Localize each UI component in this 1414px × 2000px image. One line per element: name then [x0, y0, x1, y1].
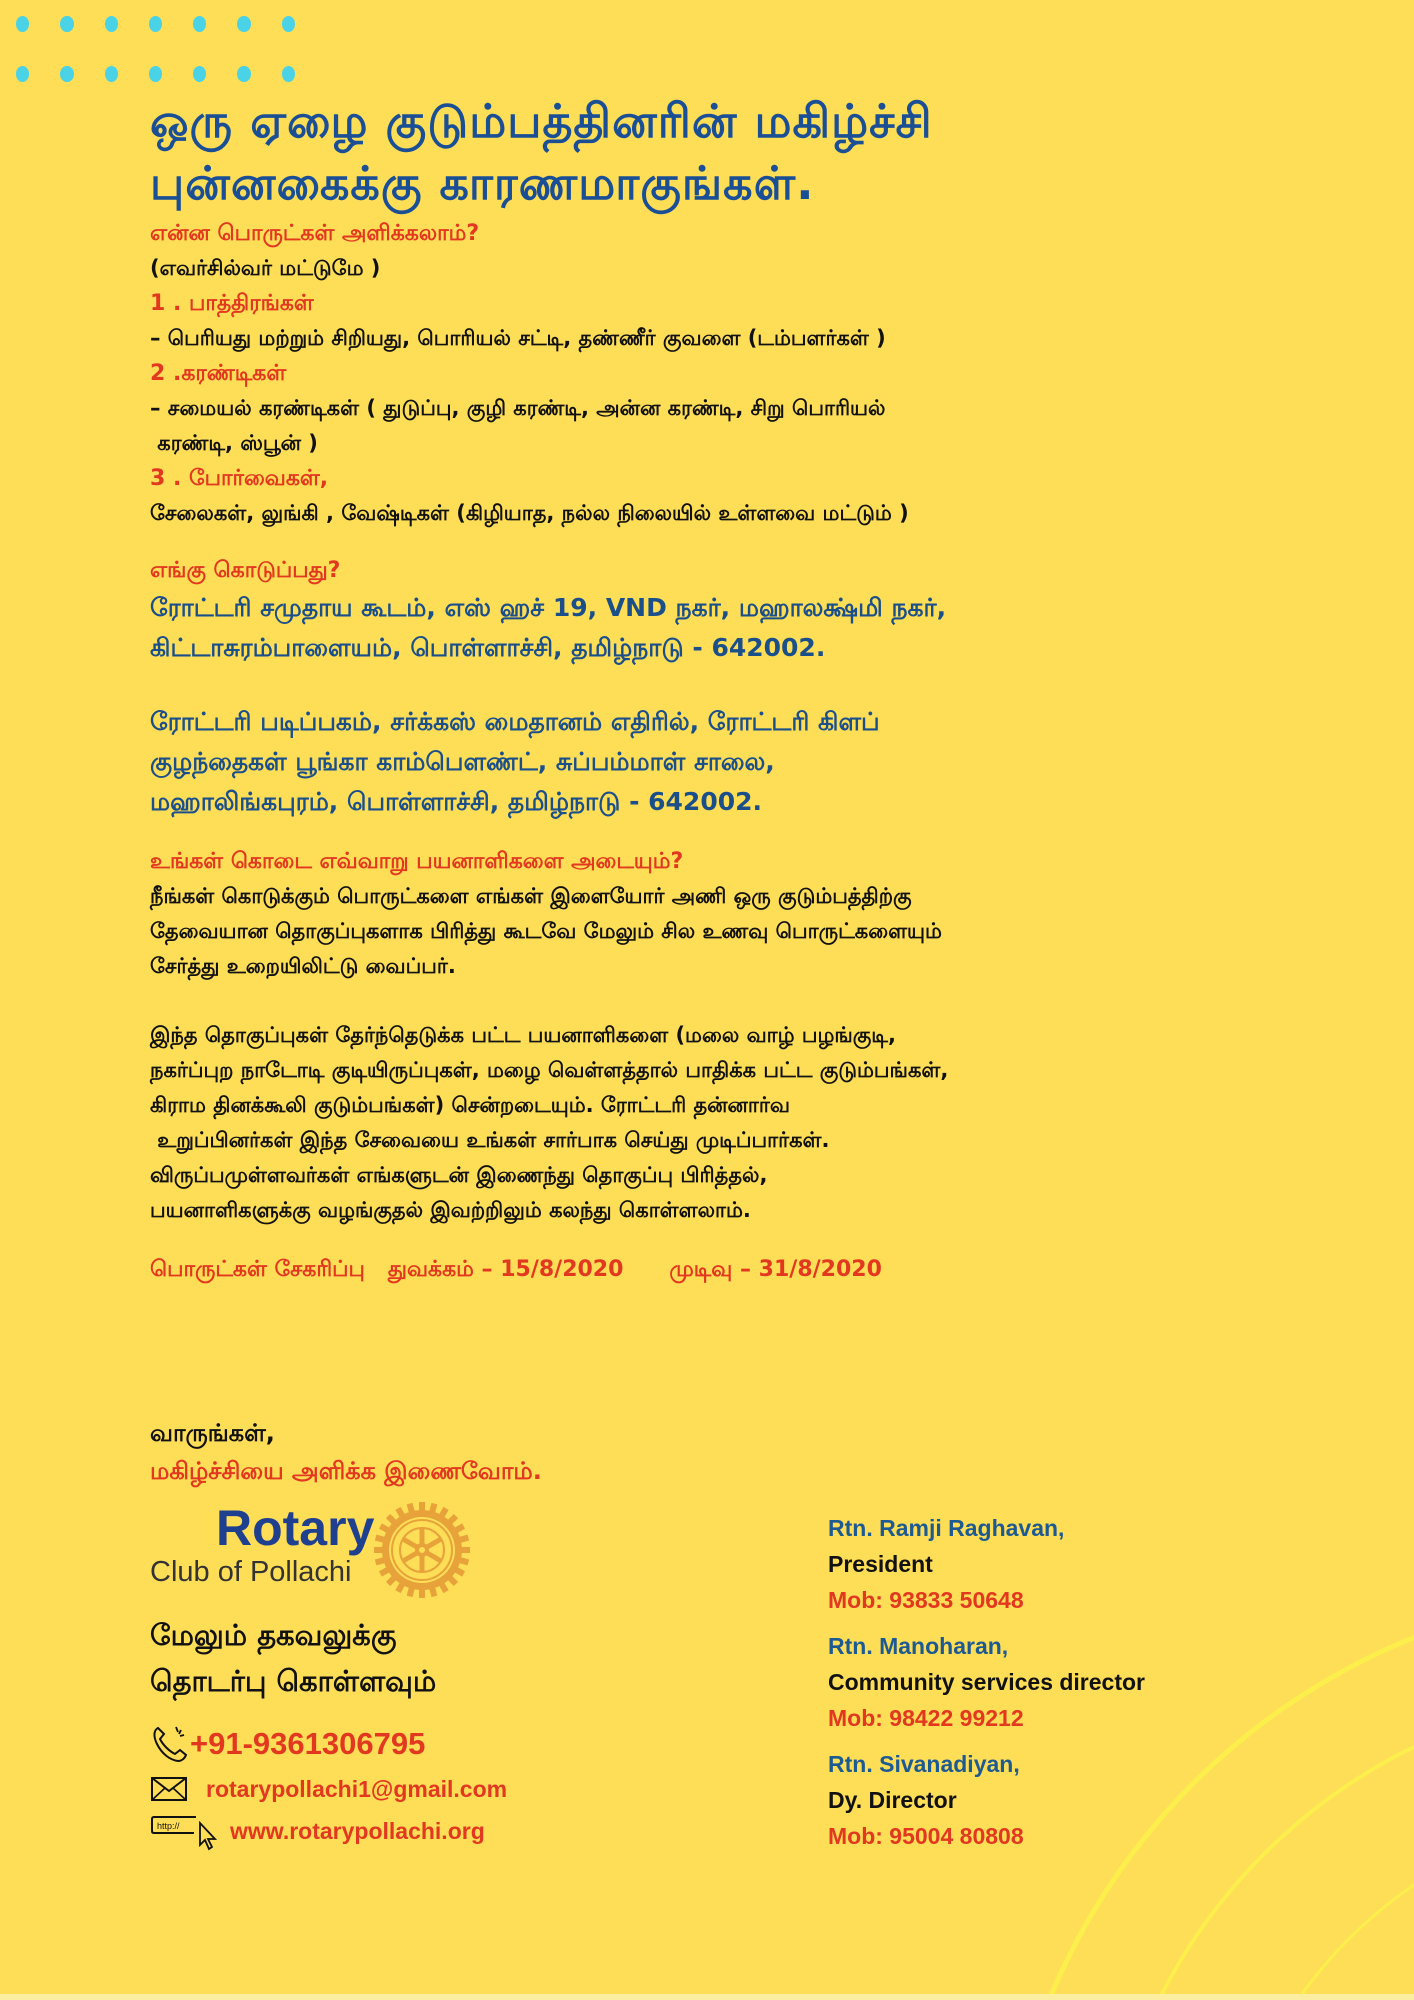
officer-name: Rtn. Sivanadiyan, — [828, 1751, 1020, 1777]
officer-mobile[interactable]: Mob: 95004 80808 — [828, 1823, 1024, 1849]
item-detail-ladles: – சமையல் கரண்டிகள் ( துடுப்பு, குழி கரண்டி, அன்ன கரண்டி, சிறு பொரியல் — [150, 396, 886, 420]
logo-subtitle: Club of Pollachi — [150, 1556, 352, 1588]
dot-icon — [282, 66, 295, 82]
officer-name: Rtn. Manoharan, — [828, 1633, 1009, 1659]
dot-icon — [149, 16, 162, 32]
dot-icon — [60, 16, 73, 32]
what-to-give-heading: என்ன பொருட்கள் அளிக்கலாம்? — [150, 221, 480, 246]
dot-icon — [282, 16, 295, 32]
spacer — [150, 531, 1330, 553]
dot-icon — [60, 66, 73, 82]
email-link[interactable]: rotarypollachi1@gmail.com — [206, 1775, 508, 1802]
dot-icon — [237, 16, 250, 32]
officer-role: Community services director — [828, 1669, 1146, 1695]
address-line: குழந்தைகள் பூங்கா காம்பௌண்ட், சுப்பம்மாள் சாலை, — [150, 747, 775, 776]
phone-icon — [150, 1724, 190, 1764]
spacer — [150, 668, 1330, 702]
officer-name: Rtn. Ramji Raghavan, — [828, 1515, 1065, 1541]
item-detail-vessels: – பெரியது மற்றும் சிறியது, பொரியல் சட்டி, தண்ணீர் குவளை (டம்பளர்கள் ) — [150, 326, 886, 350]
more-info-heading — [150, 1612, 436, 1704]
officer-role: President — [828, 1551, 933, 1577]
spacer — [150, 984, 1330, 1018]
rotary-logo — [150, 1500, 480, 1600]
spacer — [150, 1228, 1330, 1250]
where-to-give-section — [150, 553, 1330, 822]
steel-only-note: (எவர்சில்வர் மட்டுமே ) — [150, 256, 381, 280]
item-label-ladles: 2 .கரண்டிகள் — [150, 361, 287, 386]
where-to-give-heading: எங்கு கொடுப்பது? — [150, 558, 341, 583]
paragraph-line: பயனாளிகளுக்கு வழங்குதல் இவற்றிலும் கலந்து கொள்ளலாம். — [150, 1198, 751, 1222]
dot-icon — [193, 66, 206, 82]
email-icon — [150, 1775, 190, 1803]
item-label-blankets: 3 . போர்வைகள், — [150, 466, 329, 491]
flyer-content — [150, 90, 1330, 1290]
closing-block — [150, 1414, 542, 1490]
closing-greeting: வாருங்கள், — [150, 1419, 275, 1447]
officer-mobile[interactable]: Mob: 93833 50648 — [828, 1587, 1024, 1613]
paragraph-line: கிராம தினக்கூலி குடும்பங்கள்) சென்றடையும். ரோட்டரி தன்னார்வ — [150, 1093, 790, 1117]
how-it-reaches-heading: உங்கள் கொடை எவ்வாறு பயனாளிகளை அடையும்? — [150, 849, 684, 874]
officer-mobile[interactable]: Mob: 98422 99212 — [828, 1705, 1024, 1731]
item-label-vessels: 1 . பாத்திரங்கள் — [150, 291, 314, 316]
dot-icon — [16, 16, 29, 32]
website-row — [150, 1812, 507, 1850]
officer-role: Dy. Director — [828, 1787, 957, 1813]
dot-icon — [193, 16, 206, 32]
item-detail-blankets: சேலைகள், லுங்கி , வேஷ்டிகள் (கிழியாத, நல்ல நிலையில் உள்ளவை மட்டும் ) — [150, 501, 909, 525]
paragraph-line: நீங்கள் கொடுக்கும் பொருட்களை எங்கள் இளையோர் அணி ஒரு குடும்பத்திற்கு — [150, 884, 912, 908]
more-info-line-2: தொடர்பு கொள்ளவும் — [150, 1664, 437, 1698]
page-title — [150, 90, 1330, 214]
address-line: ரோட்டரி சமுதாய கூடம், எஸ் ஹச் 19, VND நகர், மஹாலக்ஷ்மி நகர், — [150, 593, 947, 622]
rotary-wheel-icon — [372, 1500, 472, 1600]
title-line-1: ஒரு ஏழை குடும்பத்தினரின் மகிழ்ச்சி — [150, 94, 933, 148]
dot-icon — [149, 66, 162, 82]
more-info-line-1: மேலும் தகவலுக்கு — [150, 1618, 397, 1652]
web-link-icon — [150, 1811, 220, 1851]
dot-icon — [16, 66, 29, 82]
how-it-reaches-section — [150, 844, 1330, 1228]
website-link[interactable]: www.rotarypollachi.org — [230, 1817, 485, 1844]
what-to-give-section — [150, 216, 1330, 531]
paragraph-line: உறுப்பினர்கள் இந்த சேவையை உங்கள் சார்பாக செய்து முடிப்பார்கள். — [150, 1128, 830, 1152]
item-detail-ladles-cont: கரண்டி, ஸ்பூன் ) — [150, 431, 318, 455]
officers-list — [828, 1510, 1348, 1864]
phone-row — [150, 1722, 507, 1766]
address-line: கிட்டாசுரம்பாளையம், பொள்ளாச்சி, தமிழ்நாடு - 642002. — [150, 633, 826, 662]
title-line-2: புன்னகைக்கு காரணமாகுங்கள். — [150, 156, 815, 210]
officer-deputy-director — [828, 1746, 1348, 1854]
dot-row — [16, 16, 326, 66]
paragraph-line: சேர்த்து உறையிலிட்டு வைப்பர். — [150, 954, 456, 978]
officer-president — [828, 1510, 1348, 1618]
email-row — [150, 1770, 507, 1808]
paragraph-line: தேவையான தொகுப்புகளாக பிரித்து கூடவே மேலும் சில உணவு பொருட்களையும் — [150, 919, 942, 943]
svg-text:http://: http:// — [157, 1821, 180, 1831]
dot-icon — [105, 66, 118, 82]
paragraph-line: இந்த தொகுப்புகள் தேர்ந்தெடுக்க பட்ட பயனாளிகளை (மலை வாழ் பழங்குடி, — [150, 1023, 897, 1047]
bottom-strip — [0, 1994, 1414, 2000]
closing-slogan: மகிழ்ச்சியை அளிக்க இணைவோம். — [150, 1457, 542, 1485]
address-1 — [150, 588, 1330, 668]
officer-community-director — [828, 1628, 1348, 1736]
collection-dates: பொருட்கள் சேகரிப்பு துவக்கம் – 15/8/2020 முடிவு – 31/8/2020 — [150, 1257, 882, 1282]
logo-title: Rotary — [216, 1500, 375, 1556]
spacer — [150, 822, 1330, 844]
contact-block — [150, 1722, 507, 1850]
address-line: ரோட்டரி படிப்பகம், சர்க்கஸ் மைதானம் எதிரில், ரோட்டரி கிளப் — [150, 707, 880, 736]
address-line: மஹாலிங்கபுரம், பொள்ளாச்சி, தமிழ்நாடு - 642002. — [150, 787, 763, 816]
dot-icon — [237, 66, 250, 82]
paragraph-line: விருப்பமுள்ளவர்கள் எங்களுடன் இணைந்து தொகுப்பு பிரித்தல், — [150, 1163, 768, 1187]
dot-icon — [105, 16, 118, 32]
paragraph-line: நகர்ப்புற நாடோடி குடியிருப்புகள், மழை வெள்ளத்தால் பாதிக்க பட்ட குடும்பங்கள், — [150, 1058, 949, 1082]
phone-number[interactable]: +91-9361306795 — [190, 1726, 426, 1761]
address-2 — [150, 702, 1330, 822]
